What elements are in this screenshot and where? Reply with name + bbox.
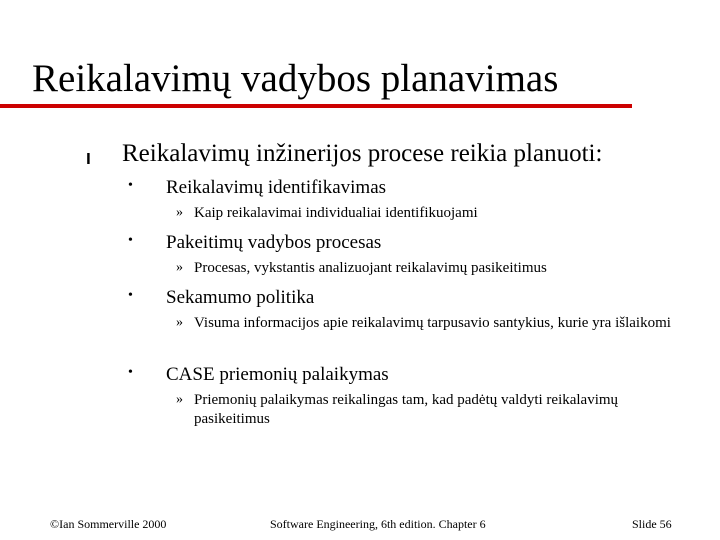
sub-item-text: Procesas, vykstantis analizuojant reikalavimų pasikeitimus <box>194 260 547 276</box>
footer-slide-number: Slide 56 <box>632 517 672 531</box>
sub-marker-icon: » <box>176 260 183 275</box>
bullet-icon: • <box>128 365 133 380</box>
title-divider <box>0 104 632 108</box>
sub-marker-icon: » <box>176 392 183 407</box>
bullet-icon: • <box>128 288 133 303</box>
slide-title: Reikalavimų vadybos planavimas <box>32 57 559 100</box>
main-point-text: Reikalavimų inžinerijos procese reikia planuoti: <box>122 140 603 167</box>
footer-book-title: Software Engineering, 6th edition. Chapter 6 <box>270 517 486 531</box>
sub-marker-icon: » <box>176 205 183 220</box>
item-text: Pakeitimų vadybos procesas <box>166 232 382 253</box>
main-bullet-icon: l <box>86 152 91 168</box>
item-text: Sekamumo politika <box>166 287 315 308</box>
sub-item-text: Kaip reikalavimai individualiai identifikuojami <box>194 205 478 221</box>
bullet-icon: • <box>128 233 133 248</box>
bullet-icon: • <box>128 178 133 193</box>
sub-marker-icon: » <box>176 315 183 330</box>
footer-copyright: ©Ian Sommerville 2000 <box>50 517 167 531</box>
item-text: CASE priemonių palaikymas <box>166 364 389 385</box>
sub-item-text: Priemonių palaikymas reikalingas tam, kad padėtų valdyti reikalavimų pasikeitimus <box>194 392 619 427</box>
sub-item-text: Visuma informacijos apie reikalavimų tarpusavio santykius, kurie yra išlaikomi <box>194 315 671 331</box>
item-text: Reikalavimų identifikavimas <box>166 177 387 198</box>
